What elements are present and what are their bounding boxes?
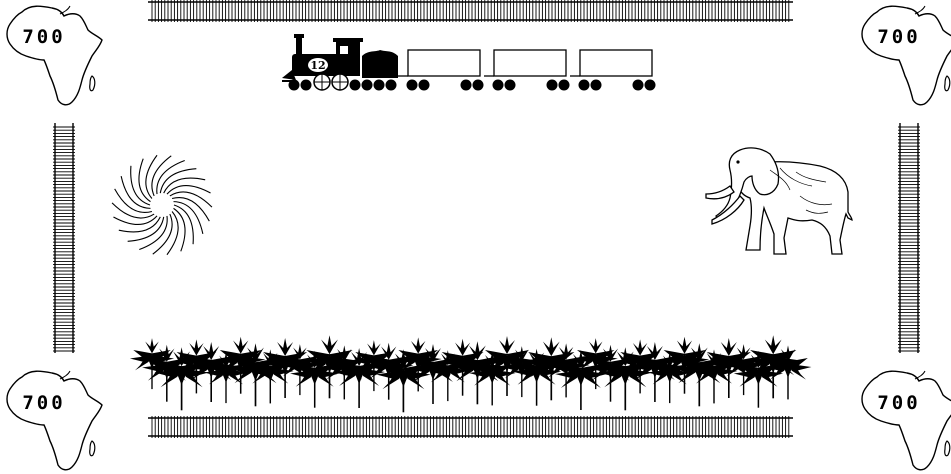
elephant-icon [706,148,852,254]
railroad-track-icon [898,123,920,353]
wheel [301,80,312,91]
wheel [505,80,516,91]
wheel [633,80,644,91]
freight-car-icon [398,50,480,76]
train [282,34,656,91]
wheel [645,80,656,91]
wheel [386,80,397,91]
sunburst-icon [112,155,212,255]
denomination-label: 700 [22,392,66,414]
wheel [579,80,590,91]
wheel [461,80,472,91]
africa-map-icon [862,371,951,470]
freight-car-icon [570,50,652,76]
wheel [350,80,361,91]
wheel [493,80,504,91]
palm-tree-row [130,335,812,412]
freight-car-icon [484,50,566,76]
wheel [559,80,570,91]
railroad-track-icon [53,123,75,353]
locomotive-number: 12 [310,59,326,72]
wheel [547,80,558,91]
wheel [473,80,484,91]
railroad-track-icon [148,416,793,438]
africa-map-icon [7,6,102,105]
africa-map-icon [862,6,951,105]
wheel [591,80,602,91]
africa-map-icon [7,371,102,470]
denomination-label: 700 [22,26,66,48]
denomination-label: 700 [877,26,921,48]
wheel [289,80,300,91]
railroad-track-icon [148,0,793,22]
denomination-label: 700 [877,392,921,414]
wheel [374,80,385,91]
wheel [362,80,373,91]
wheel [419,80,430,91]
wheel [407,80,418,91]
